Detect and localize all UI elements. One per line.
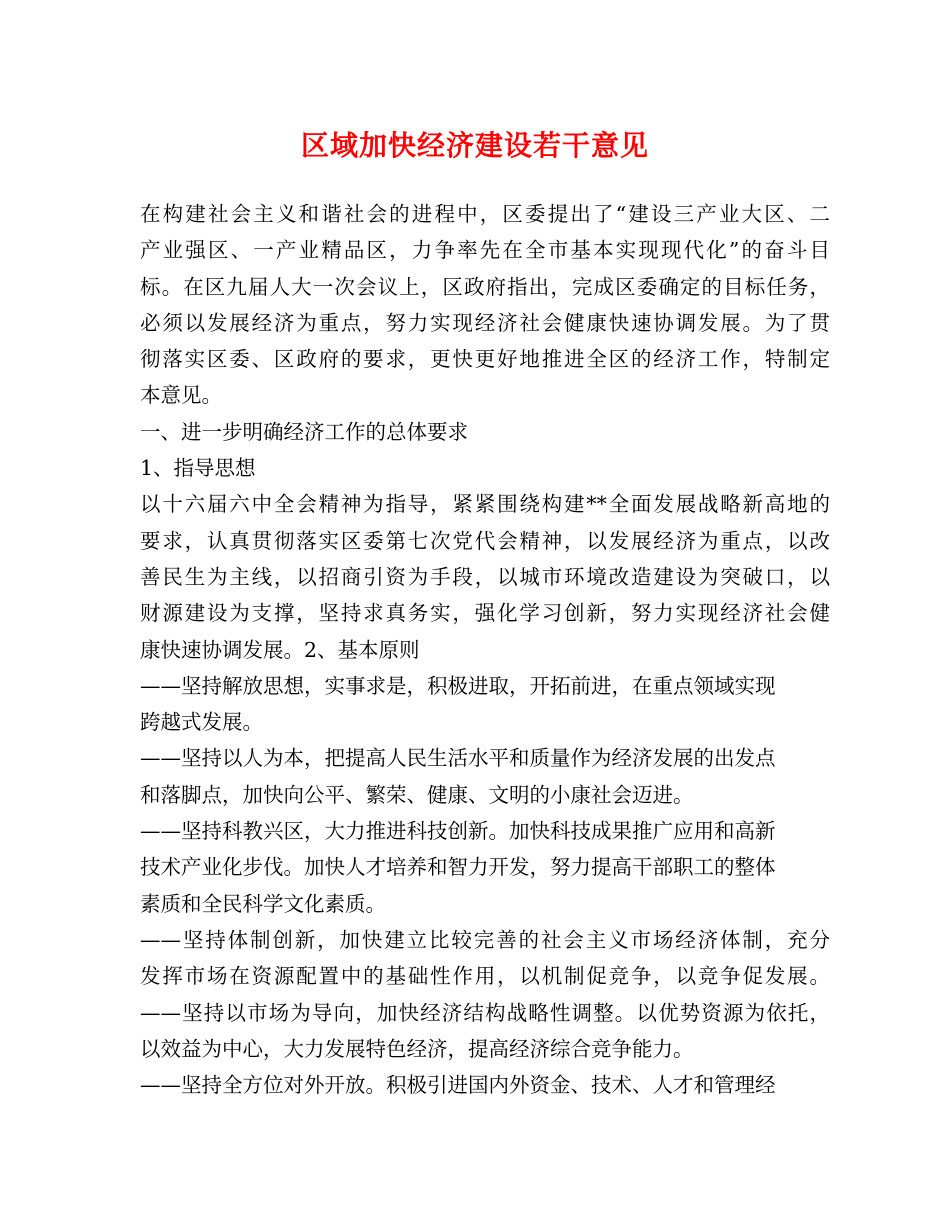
body-line: 发挥市场在资源配置中的基础性作用，以机制促竞争，以竞争促发展。 [140,964,830,989]
body-line: 必须以发展经济为重点，努力实现经济社会健康快速协调发展。为了贯 [140,310,830,335]
body-line: 素质和全民科学文化素质。 [140,891,386,916]
body-line: 彻落实区委、区政府的要求，更快更好地推进全区的经济工作，特制定 [140,347,830,372]
body-line: 要求，认真贯彻落实区委第七次党代会精神，以发展经济为重点，以改 [140,528,830,553]
body-line: 康快速协调发展。2、基本原则 [140,637,420,662]
body-line: 以十六届六中全会精神为指导，紧紧围绕构建**全面发展战略新高地的 [140,492,830,517]
body-line: ——坚持以人为本，把提高人民生活水平和质量作为经济发展的出发点 [140,746,776,771]
body-line: 以效益为中心，大力发展特色经济，提高经济综合竞争能力。 [140,1036,694,1061]
body-line: 一、进一步明确经济工作的总体要求 [140,419,468,444]
document-body [140,196,830,1103]
body-line: 标。在区九届人大一次会议上，区政府指出，完成区委确定的目标任务， [140,274,830,299]
body-line: 本意见。 [140,383,222,408]
body-line: ——坚持体制创新，加快建立比较完善的社会主义市场经济体制，充分 [140,927,830,952]
body-line: 1、指导思想 [140,456,256,481]
body-line: ——坚持解放思想，实事求是，积极进取，开拓前进，在重点领域实现 [140,673,776,698]
body-line: 产业强区、一产业精品区，力争率先在全市基本实现现代化”的奋斗目 [140,238,830,263]
body-line: ——坚持以市场为导向，加快经济结构战略性调整。以优势资源为依托， [140,1000,830,1025]
body-line: 和落脚点，加快向公平、繁荣、健康、文明的小康社会迈进。 [140,782,694,807]
body-line: 在构建社会主义和谐社会的进程中，区委提出了“建设三产业大区、二 [140,202,830,226]
body-line: 技术产业化步伐。加快人才培养和智力开发，努力提高干部职工的整体 [140,855,776,880]
body-line: 善民生为主线，以招商引资为手段，以城市环境改造建设为突破口，以 [140,564,830,589]
body-line: ——坚持全方位对外开放。积极引进国内外资金、技术、人才和管理经 [140,1073,776,1098]
document-title: 区域加快经济建设若干意见 [300,129,649,162]
body-line: 跨越式发展。 [140,710,263,735]
body-line: 财源建设为支撑，坚持求真务实，强化学习创新，努力实现经济社会健 [140,601,830,626]
body-line: ——坚持科教兴区，大力推进科技创新。加快科技成果推广应用和高新 [140,819,776,844]
